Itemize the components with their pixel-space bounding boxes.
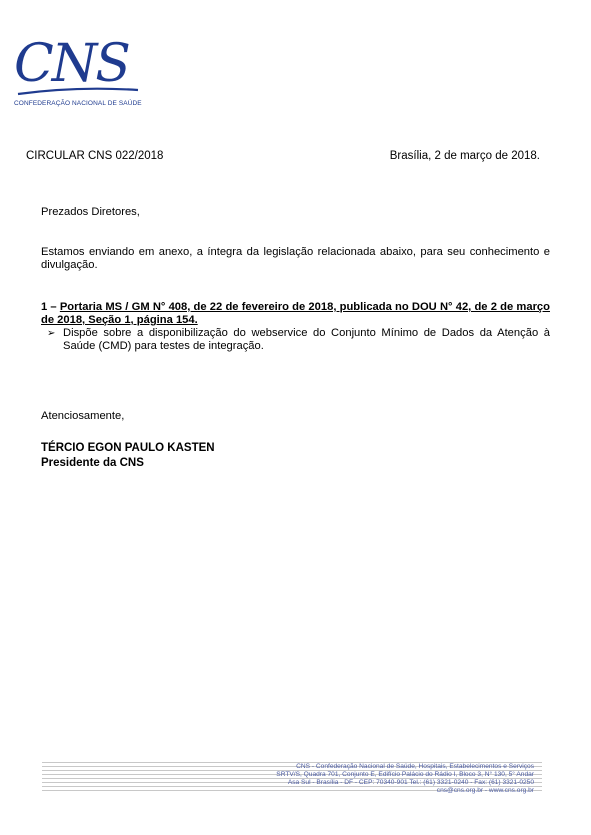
signatory-role: Presidente da CNS [41,457,144,469]
item-title: Portaria MS / GM N° 408, de 22 de fevereiro de 2018, publicada no DOU N° 42, de 2 de março de 2018, Seção 1, página 154. [41,301,550,326]
footer-line-3: Asa Sul - Brasília - DF - CEP: 70340-901 Tel.: (61) 3321-0240 - Fax: (61) 3321-0250 [287,779,534,786]
cns-logo [14,34,144,113]
intro-paragraph: Estamos enviando em anexo, a íntegra da legislação relacionada abaixo, para seu conhecimento e divulgação. [41,246,550,271]
footer-line-4: cns@cns.org.br - www.cns.org.br [436,787,534,794]
item-number: 1 – [41,301,60,313]
signature [41,441,215,471]
closing: Atenciosamente, [41,410,125,422]
footer [276,763,534,795]
footer-line-1: CNS - Confederação Nacional de Saúde, Hospitais, Estabelecimentos e Serviços [296,763,534,770]
logo-subtitle: CONFEDERAÇÃO NACIONAL DE SAÚDE [14,100,142,107]
greeting: Prezados Diretores, [41,206,140,218]
logo-swoosh-icon [16,84,141,98]
footer-line-2: SRTV/S, Quadra 701, Conjunto E, Edifício Palácio do Rádio I, Bloco 3, N° 130, 5° Andar [276,771,534,778]
circular-date: Brasília, 2 de março de 2018. [389,150,540,162]
legislation-item [41,301,550,327]
signatory-name: TÉRCIO EGON PAULO KASTEN [41,442,215,454]
circular-reference: CIRCULAR CNS 022/2018 [26,150,164,162]
logo-text: CNS [14,34,129,94]
item-description-text: Dispõe sobre a disponibilização do webservice do Conjunto Mínimo de Dados da Atenção à Saúde (CMD) para testes de integração. [63,327,550,352]
arrow-bullet-icon: ➢ [47,328,56,339]
item-description [47,327,550,353]
